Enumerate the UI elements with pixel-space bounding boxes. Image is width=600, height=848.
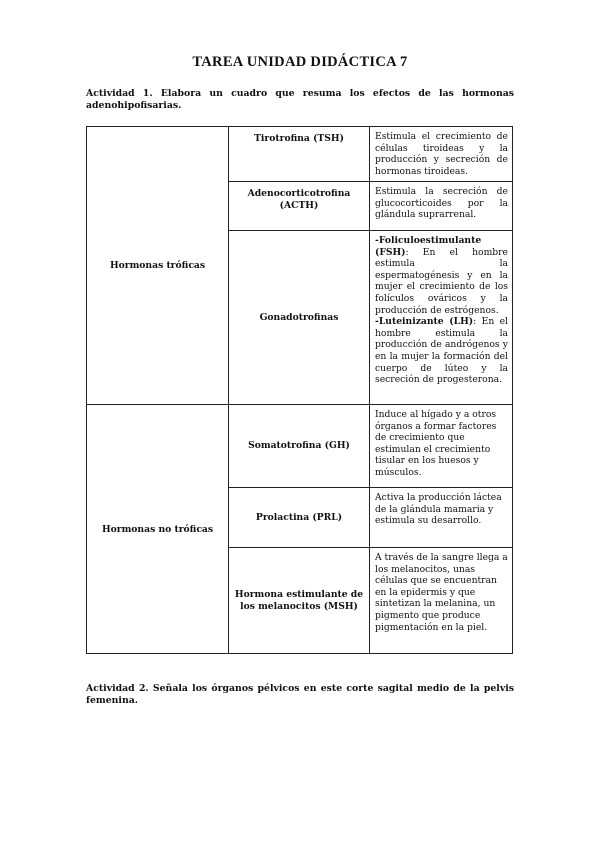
hormone-name: Hormona estimulante de los melanocitos (MSH)	[229, 548, 370, 654]
hormone-table	[86, 126, 513, 654]
fsh-label: -Foliculoestimulante (FSH)	[375, 235, 482, 258]
table-row	[87, 127, 513, 182]
lh-label: -Luteinizante (LH)	[375, 316, 474, 328]
category-non-tropic: Hormonas no tróficas	[87, 405, 229, 654]
hormone-effect: Activa la producción láctea de la glándula mamaria y estimula su desarrollo.	[370, 488, 513, 548]
hormone-name: Tirotrofina (TSH)	[229, 127, 370, 182]
table-row	[87, 405, 513, 488]
hormone-effect: Induce al hígado y a otros órganos a formar factores de crecimiento que estimulan el crecimiento tisular en los huesos y músculos.	[370, 405, 513, 488]
hormone-effect: A través de la sangre llega a los melanocitos, unas células que se encuentran en la epidermis y que sintetizan la melanina, un pigmento que produce pigmentación en la piel.	[370, 548, 513, 654]
category-tropic: Hormonas tróficas	[87, 127, 229, 405]
hormone-name: Prolactina (PRL)	[229, 488, 370, 548]
fsh-text: : En el hombre estimula la espermatogénesis y en la mujer el crecimiento de los folículos ováricos y la producción de estrógenos.	[375, 246, 508, 316]
lh-text: : En el hombre estimula la producción de andrógenos y en la mujer la formación del cuerpo de lúteo y la secreción de progesterona.	[375, 316, 508, 386]
hormone-name: Somatotrofina (GH)	[229, 405, 370, 488]
hormone-effect: Estimula la secreción de glucocorticoides por la glándula suprarrenal.	[370, 182, 513, 231]
hormone-effect	[370, 231, 513, 405]
page-title: TAREA UNIDAD DIDÁCTICA 7	[192, 54, 408, 70]
hormone-name: Gonadotrofinas	[229, 231, 370, 405]
hormone-effect: Estimula el crecimiento de células tiroideas y la producción y secreción de hormonas tiroideas.	[370, 127, 513, 182]
hormone-name: Adenocorticotrofina (ACTH)	[229, 182, 370, 231]
activity-1-instruction: Actividad 1. Elabora un cuadro que resuma los efectos de las hormonas adenohipofisarias.	[86, 88, 514, 111]
activity-2-instruction: Actividad 2. Señala los órganos pélvicos en este corte sagital medio de la pelvis femenina.	[86, 683, 514, 706]
